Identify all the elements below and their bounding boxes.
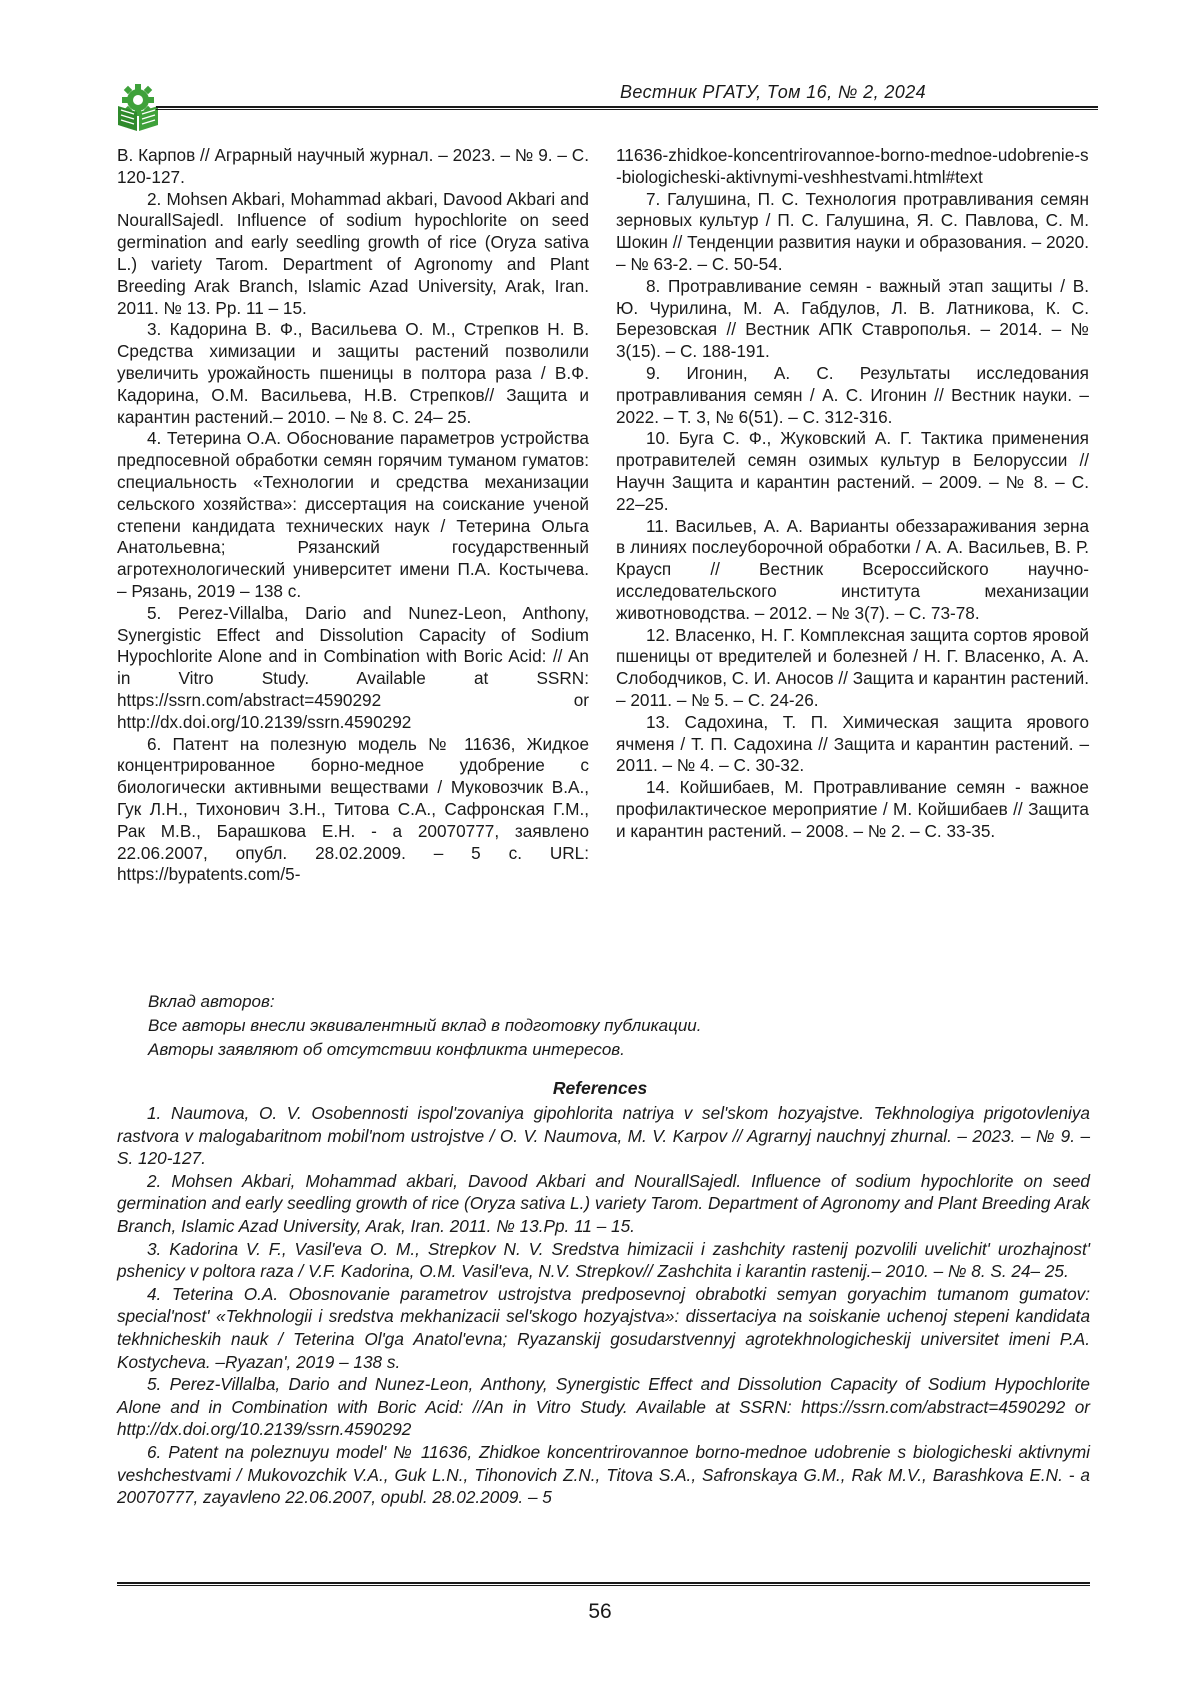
reference-item: 9. Игонин, А. С. Результаты исследования протравливания семян / А. С. Игонин // Вестник науки. – 2022. – Т. 3, № 6(51). – С. 312-316. bbox=[616, 362, 1089, 427]
reference-translit-item: 1. Naumova, O. V. Osobennosti ispol'zovaniya gipohlorita natriya v sel'skom hozyajstve. Tekhnologiya prigotovleniya rastvora v malogabaritnom mobil'nom ustrojstve / O. V. Naumova, M. V. Karpov // Agrarnyj nauchnyj zhurnal. – 2023. – № 9. – S. 120-127. bbox=[117, 1103, 1090, 1169]
footer-divider bbox=[117, 1582, 1090, 1584]
reference-translit-item: 2. Mohsen Akbari, Mohammad akbari, Davood Akbari and NourallSajedl. Influence of sodium hypochlorite on seed germination and early seedling growth of rice (Oryza sativa L.) variety Tarom. Department of Agronomy and Plant Breeding Arak Branch, Islamic Azad University, Arak, Iran. 2011. № 13.Pp. 11 – 15. bbox=[117, 1170, 1090, 1236]
header-divider-thin bbox=[156, 109, 1098, 110]
contributions-title: Вклад авторов: bbox=[148, 992, 275, 1011]
footer-divider-thin bbox=[117, 1585, 1090, 1586]
reference-item: 13. Садохина, Т. П. Химическая защита ярового ячменя / Т. П. Садохина // Защита и карантин растений. – 2011. – № 4. – С. 30-32. bbox=[616, 711, 1089, 776]
reference-item: 14. Койшибаев, М. Протравливание семян - важное профилактическое мероприятие / М. Койшибаев // Защита и карантин растений. – 2008. – № 2. – С. 33-35. bbox=[616, 777, 1089, 841]
reference-item: 11. Васильев, А. А. Варианты обеззараживания зерна в линиях послеуборочной обработки / А. А. Васильев, В. Р. Краусп // Вестник Всероссийского научно-исследовательского института механизации животноводства. – 2012. – № 3(7). – С. 73-78. bbox=[616, 515, 1089, 623]
reference-item: 5. Perez-Villalba, Dario and Nunez-Leon, Anthony, Synergistic Effect and Dissolution Capacity of Sodium Hypochlorite Alone and in Combination with Boric Acid: // An in Vitro Study. Available at SSRN: https://ssrn.com/abstract=4590292 or http://dx.doi.org/10.2139/ssrn.4590292 bbox=[117, 602, 589, 732]
reference-item: 10. Буга С. Ф., Жуковский А. Г. Тактика применения протравителей семян озимых культур в Белоруссии //Научн Защита и карантин растений. – 2009. – № 8. – С. 22–25. bbox=[616, 428, 1089, 514]
right-column bbox=[616, 145, 1089, 843]
reference-item: 2. Mohsen Akbari, Mohammad akbari, Davood Akbari and NourallSajedl. Influence of sodium hypochlorite on seed germination and early seedling growth of rice (Oryza sativa L.) variety Tarom. Department of Agronomy and Plant Breeding Arak Branch, Islamic Azad University, Arak, Iran. 2011. № 13. Pp. 11 – 15. bbox=[117, 188, 589, 318]
journal-title: Вестник РГАТУ, Том 16, № 2, 2024 bbox=[620, 82, 927, 102]
reference-item: 7. Галушина, П. С. Технология протравливания семян зерновых культур / П. С. Галушина, Я. С. Павлова, С. М. Шокин // Тенденции развития науки и образования. – 2020. – № 63-2. – С. 50-54. bbox=[616, 188, 1089, 274]
left-column-lead: В. Карпов // Аграрный научный журнал. – 2023. – № 9. – С. 120-127. bbox=[117, 145, 589, 187]
journal-logo-icon bbox=[116, 82, 160, 132]
reference-translit-item: 6. Patent na poleznuyu model' № 11636, Zhidkoe koncentrirovannoe borno-mednoe udobrenie s biologicheski aktivnymi veshchestvami / Mukovozchik V.A., Guk L.N., Tihonovich Z.N., Titova S.A., Safronskaya G.M., Rak M.V., Barashkova E.N. - a 20070777, zayavleno 22.06.2007, opubl. 28.02.2009. – 5 bbox=[117, 1441, 1090, 1508]
contributions-line: Все авторы внесли эквивалентный вклад в подготовку публикации. bbox=[148, 1016, 702, 1035]
references-heading: References bbox=[552, 1078, 648, 1098]
reference-item: 6. Патент на полезную модель № 11636, Жидкое концентрированное борно-медное удобрение с биологически активными веществами / Муковозчик В.А., Гук Л.Н., Тихонович З.Н., Титова С.А., Сафронская Г.М., Рак М.В., Барашкова Е.Н. - а 20070777, заявлено 22.06.2007, опубл. 28.02.2009. – 5 с. URL: https://bypatents.com/5- bbox=[117, 733, 589, 885]
reference-item: 4. Тетерина О.А. Обоснование параметров устройства предпосевной обработки семян горячим туманом гуматов: специальность «Технологии и средства механизации сельского хозяйства»: диссертация на соискание ученой степени кандидата технических наук / Тетерина Ольга Анатольевна; Рязанский государственный агротехнологический университет имени П.А. Костычева. – Рязань, 2019 – 138 с. bbox=[117, 428, 589, 601]
reference-translit-item: 5. Perez-Villalba, Dario and Nunez-Leon, Anthony, Synergistic Effect and Dissolution Capacity of Sodium Hypochlorite Alone and in Combination with Boric Acid: //An in Vitro Study. Available at SSRN: https://ssrn.com/abstract=4590292 or http://dx.doi.org/10.2139/ssrn.4590292 bbox=[117, 1374, 1090, 1440]
references-list bbox=[117, 1102, 1090, 1509]
reference-item: 12. Власенко, Н. Г. Комплексная защита сортов яровой пшеницы от вредителей и болезней / Н. Г. Власенко, А. А. Слободчиков, С. И. Аносов // Защита и карантин растений. – 2011. – № 5. – С. 24-26. bbox=[616, 624, 1090, 710]
header-divider bbox=[156, 106, 1098, 108]
reference-item: 3. Кадорина В. Ф., Васильева О. М., Стрепков Н. В. Средства химизации и защиты растений позволили увеличить урожайность пшеницы в полтора раза / В.Ф. Кадорина, О.М. Васильева, Н.В. Стрепков// Защита и карантин растений.– 2010. – № 8. С. 24– 25. bbox=[117, 319, 589, 427]
reference-translit-item: 3. Kadorina V. F., Vasil'eva O. M., Strepkov N. V. Sredstva himizacii i zashchity rastenij pozvolili uvelichit' urozhajnost' pshenicy v poltora raza / V.F. Kadorina, O.M. Vasil'eva, N.V. Strepkov// Zashchita i karantin rastenij.– 2010. – № 8. S. 24– 25. bbox=[117, 1238, 1090, 1282]
author-contributions bbox=[148, 990, 701, 1062]
right-column-lead: 11636-zhidkoe-koncentrirovannoe-borno-mednoe-udobrenie-s-biologicheski-aktivnymi-veshhestvami.html#text bbox=[616, 145, 1089, 187]
reference-item: 8. Протравливание семян - важный этап защиты / В. Ю. Чурилина, М. А. Габдулов, Л. В. Латникова, К. С. Березовская // Вестник АПК Ставрополья. – 2014. – № 3(15). – С. 188-191. bbox=[616, 275, 1089, 362]
reference-translit-item: 4. Teterina O.A. Obosnovanie parametrov ustrojstva predposevnoj obrabotki semyan goryachim tumanom gumatov: special'nost' «Tekhnologii i sredstva mekhanizacii sel'skogo hozyajstva»: dissertaciya na soiskanie uchenoj stepeni kandidata tekhnicheskih nauk / Teterina Ol'ga Anatol'evna; Ryazanskij gosudarstvennyj agrotekhnologicheskij universitet imeni P.A. Kostycheva. –Ryazan', 2019 – 138 s. bbox=[117, 1283, 1090, 1372]
page-number: 56 bbox=[588, 1600, 612, 1623]
conflict-statement: Авторы заявляют об отсутствии конфликта интересов. bbox=[148, 1040, 625, 1059]
left-column bbox=[117, 145, 589, 886]
